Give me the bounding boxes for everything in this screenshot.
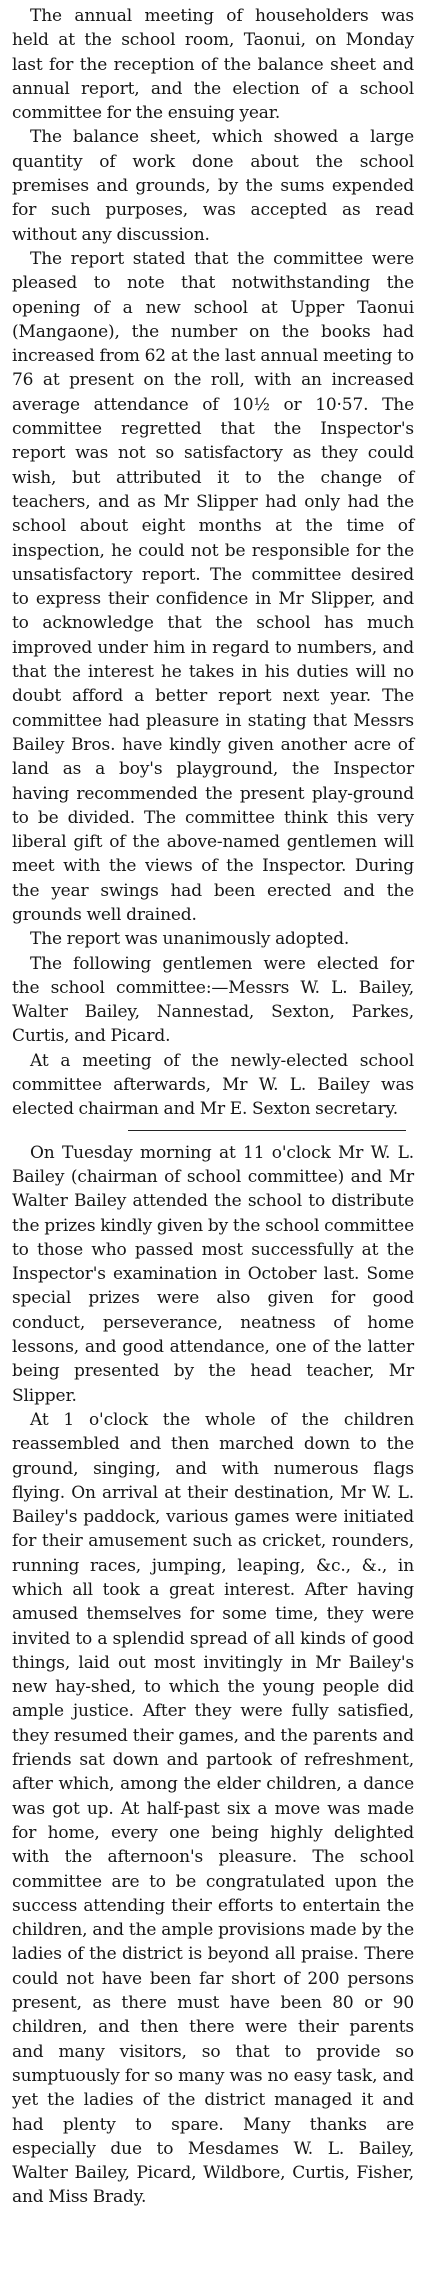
paragraph-prize-distribution: On Tuesday morning at 11 o'clock Mr W. L. Bailey (chairman of school committee) and Mr Walter Bailey attended the school to distribute the prizes kindly given by the school committee to those who passed most successfully at the Inspector's examination in October last. Some special prizes were also given for good conduct, perseverance, neatness of home lessons, and good attendance, one of the latter being presented by the head teacher, Mr Slipper. (12, 1142, 414, 1406)
separator-rule (128, 1130, 406, 1131)
article-body (12, 4, 414, 2210)
paragraph-picnic: At 1 o'clock the whole of the children reassembled and then marched down to the ground, singing, and with numerous flags flying. On arrival at their destination, Mr W. L. Bailey's paddock, various games were initiated for their amusement such as cricket, rounders, running races, jumping, leaping, &c., &., in which all took a great interest. After having amused themselves for some time, they were invited to a splendid spread of all kinds of good things, laid out most invitingly in Mr Bailey's new hay-shed, to which the young people did ample justice. After they were fully satisfied, they resumed their games, and the parents and friends sat down and partook of refreshment, after which, among the elder children, a dance was got up. At half-past six a move was made for home, every one being highly delighted with the afternoon's pleasure. The school committee are to be congratulated upon the success attending their efforts to entertain the children, and the ample provisions made by the ladies of the district is beyond all praise. There could not have been far short of 200 persons present, as there must have been 80 or 90 children, and then there were their parents and many visitors, so that to provide so sumptuously for so many was no easy task, and yet the ladies of the district managed it and had plenty to spare. Many thanks are especially due to Mesdames W. L. Bailey, Walter Bailey, Picard, Wildbore, Curtis, Fisher, and Miss Brady. (12, 1409, 414, 2208)
paragraph-committee-report: The report stated that the committee were pleased to note that notwithstanding the opening of a new school at Upper Taonui (Mangaone), the number on the books had increased from 62 at the last annual meeting to 76 at present on the roll, with an increased average attendance of 10½ or 10·57. The committee regretted that the Inspector's report was not so satisfactory as they could wish, but attributed it to the change of teachers, and as Mr Slipper had only had the school about eight months at the time of inspection, he could not be responsible for the unsatisfactory report. The committee desired to express their confidence in Mr Slipper, and to acknowledge that the school has much improved under him in regard to numbers, and that the interest he takes in his duties will no doubt afford a better report next year. The committee had pleasure in stating that Messrs Bailey Bros. have kindly given another acre of land as a boy's playground, the Inspector having recommended the present play-ground to be divided. The committee think this very liberal gift of the above-named gentlemen will meet with the views of the Inspector. During the year swings had been erected and the grounds well drained. (12, 248, 414, 925)
paragraph-report-adopted: The report was unanimously adopted. (30, 929, 350, 950)
paragraph-committee-elected: The following gentlemen were elected for the school committee:—Messrs W. L. Bailey, Walter Bailey, Nannestad, Sexton, Parkes, Curtis, and Picard. (12, 953, 414, 1047)
paragraph-balance-sheet: The balance sheet, which showed a large quantity of work done about the school premises and grounds, by the sums expended for such purposes, was accepted as read without any discussion. (12, 127, 414, 245)
paragraph-chairman-elected: At a meeting of the newly-elected school committee afterwards, Mr W. L. Bailey was elected chairman and Mr E. Sexton secretary. (12, 1050, 414, 1120)
paragraph-meeting-intro: The annual meeting of householders was held at the school room, Taonui, on Monday last for the reception of the balance sheet and annual report, and the election of a school committee for the ensuing year. (12, 6, 414, 124)
section-separator (12, 1125, 414, 1136)
